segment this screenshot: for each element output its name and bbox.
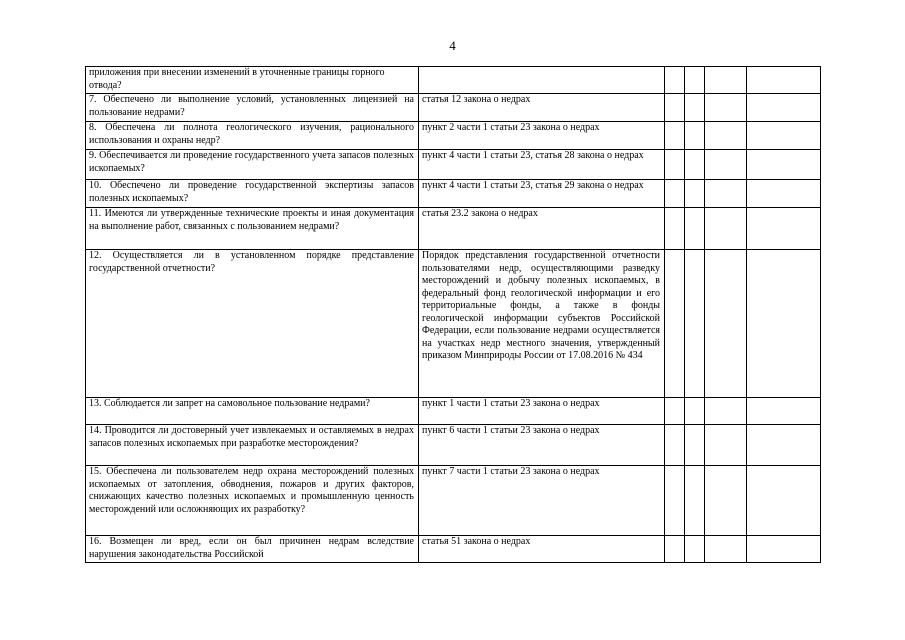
- reference-cell: пункт 4 части 1 статьи 23, статья 28 закона о недрах: [419, 150, 665, 180]
- answer-no-cell[interactable]: [685, 250, 705, 398]
- table-row: [86, 94, 821, 122]
- reference-cell: статья 51 закона о недрах: [419, 536, 665, 563]
- table-row: [86, 208, 821, 250]
- answer-no-cell[interactable]: [685, 67, 705, 94]
- answer-no-cell[interactable]: [685, 536, 705, 563]
- question-cell: 16. Возмещен ли вред, если он был причинен недрам вследствие нарушения законодательства Российской: [86, 536, 419, 563]
- answer-na-cell[interactable]: [705, 67, 747, 94]
- table-row: [86, 398, 821, 425]
- answer-na-cell[interactable]: [705, 94, 747, 122]
- answer-no-cell[interactable]: [685, 180, 705, 208]
- answer-yes-cell[interactable]: [665, 122, 685, 150]
- answer-yes-cell[interactable]: [665, 536, 685, 563]
- checklist-table: [85, 66, 821, 563]
- answer-yes-cell[interactable]: [665, 250, 685, 398]
- reference-cell: [419, 67, 665, 94]
- answer-na-cell[interactable]: [705, 122, 747, 150]
- answer-yes-cell[interactable]: [665, 150, 685, 180]
- answer-na-cell[interactable]: [705, 466, 747, 536]
- question-cell: 14. Проводится ли достоверный учет извлекаемых и оставляемых в недрах запасов полезных ископаемых при разработке месторождения?: [86, 425, 419, 466]
- reference-cell: пункт 2 части 1 статьи 23 закона о недрах: [419, 122, 665, 150]
- question-cell: 11. Имеются ли утвержденные технические проекты и иная документация на выполнение работ, связанных с пользованием недрами?: [86, 208, 419, 250]
- question-cell: приложения при внесении изменений в уточненные границы горного отвода?: [86, 67, 419, 94]
- question-cell: 7. Обеспечено ли выполнение условий, установленных лицензией на пользование недрами?: [86, 94, 419, 122]
- answer-no-cell[interactable]: [685, 122, 705, 150]
- comment-cell[interactable]: [747, 94, 821, 122]
- question-cell: 9. Обеспечивается ли проведение государственного учета запасов полезных ископаемых?: [86, 150, 419, 180]
- reference-cell: пункт 6 части 1 статьи 23 закона о недрах: [419, 425, 665, 466]
- table-row: [86, 67, 821, 94]
- comment-cell[interactable]: [747, 67, 821, 94]
- answer-yes-cell[interactable]: [665, 398, 685, 425]
- table-row: [86, 466, 821, 536]
- answer-na-cell[interactable]: [705, 425, 747, 466]
- comment-cell[interactable]: [747, 466, 821, 536]
- reference-cell: пункт 1 части 1 статьи 23 закона о недрах: [419, 398, 665, 425]
- reference-cell: статья 12 закона о недрах: [419, 94, 665, 122]
- answer-yes-cell[interactable]: [665, 208, 685, 250]
- table-row: [86, 180, 821, 208]
- answer-yes-cell[interactable]: [665, 466, 685, 536]
- answer-na-cell[interactable]: [705, 398, 747, 425]
- answer-yes-cell[interactable]: [665, 180, 685, 208]
- answer-na-cell[interactable]: [705, 250, 747, 398]
- answer-yes-cell[interactable]: [665, 67, 685, 94]
- table-row: [86, 122, 821, 150]
- comment-cell[interactable]: [747, 398, 821, 425]
- answer-na-cell[interactable]: [705, 208, 747, 250]
- comment-cell[interactable]: [747, 425, 821, 466]
- reference-cell: статья 23.2 закона о недрах: [419, 208, 665, 250]
- comment-cell[interactable]: [747, 150, 821, 180]
- table-row: [86, 250, 821, 398]
- answer-no-cell[interactable]: [685, 150, 705, 180]
- question-cell: 15. Обеспечена ли пользователем недр охрана месторождений полезных ископаемых от затопления, обводнения, пожаров и других факторов, снижающих качество полезных ископаемых и промышленную ценность месторождений или осложняющих их разработку?: [86, 466, 419, 536]
- table-row: [86, 150, 821, 180]
- table-row: [86, 536, 821, 563]
- question-cell: 8. Обеспечена ли полнота геологического изучения, рационального использования и охраны недр?: [86, 122, 419, 150]
- comment-cell[interactable]: [747, 536, 821, 563]
- question-cell: 12. Осуществляется ли в установленном порядке представление государственной отчетности?: [86, 250, 419, 398]
- page-number: 4: [449, 38, 456, 53]
- comment-cell[interactable]: [747, 122, 821, 150]
- answer-yes-cell[interactable]: [665, 425, 685, 466]
- question-cell: 10. Обеспечено ли проведение государственной экспертизы запасов полезных ископаемых?: [86, 180, 419, 208]
- comment-cell[interactable]: [747, 250, 821, 398]
- answer-na-cell[interactable]: [705, 180, 747, 208]
- reference-cell: Порядок представления государственной отчетности пользователями недр, осуществляющими разведку месторождений и добычу полезных ископаемых, в федеральный фонд геологической информации и его территориальные фонды, а также в фонды геологической информации субъектов Российской Федерации, если пользование недрами осуществляется на участках недр местного значения, утвержденный приказом Минприроды России от 17.08.2016 № 434: [419, 250, 665, 398]
- comment-cell[interactable]: [747, 180, 821, 208]
- reference-cell: пункт 7 части 1 статьи 23 закона о недрах: [419, 466, 665, 536]
- comment-cell[interactable]: [747, 208, 821, 250]
- answer-no-cell[interactable]: [685, 94, 705, 122]
- answer-no-cell[interactable]: [685, 425, 705, 466]
- answer-yes-cell[interactable]: [665, 94, 685, 122]
- answer-na-cell[interactable]: [705, 150, 747, 180]
- answer-no-cell[interactable]: [685, 466, 705, 536]
- reference-cell: пункт 4 части 1 статьи 23, статья 29 закона о недрах: [419, 180, 665, 208]
- answer-no-cell[interactable]: [685, 398, 705, 425]
- table-row: [86, 425, 821, 466]
- question-cell: 13. Соблюдается ли запрет на самовольное пользование недрами?: [86, 398, 419, 425]
- answer-no-cell[interactable]: [685, 208, 705, 250]
- answer-na-cell[interactable]: [705, 536, 747, 563]
